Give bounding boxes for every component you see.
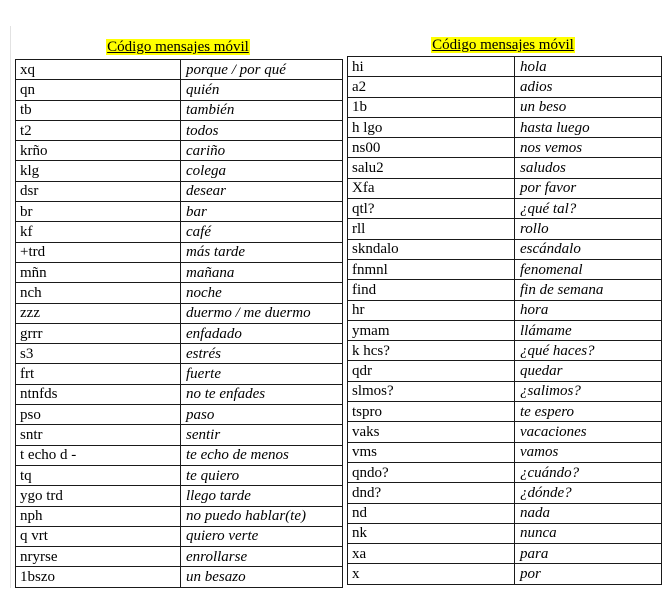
table-row: [348, 138, 662, 158]
table-row: [16, 100, 343, 120]
table-row: [348, 320, 662, 340]
abbreviation-cell: br: [16, 202, 181, 222]
abbreviation-cell: ns00: [348, 138, 515, 158]
abbreviation-cell: t2: [16, 120, 181, 140]
right-table-body: [348, 57, 662, 585]
left-title-wrapper: [11, 38, 345, 58]
abbreviation-cell: nch: [16, 283, 181, 303]
meaning-cell: vamos: [515, 442, 662, 462]
abbreviation-cell: nph: [16, 506, 181, 526]
abbreviation-cell: k hcs?: [348, 341, 515, 361]
meaning-cell: ¿salimos?: [515, 381, 662, 401]
abbreviation-cell: ntnfds: [16, 384, 181, 404]
meaning-cell: fenomenal: [515, 259, 662, 279]
meaning-cell: te espero: [515, 402, 662, 422]
abbreviation-cell: dsr: [16, 181, 181, 201]
abbreviation-cell: tspro: [348, 402, 515, 422]
table-row: [16, 465, 343, 485]
meaning-cell: colega: [181, 161, 343, 181]
table-row: [348, 117, 662, 137]
abbreviation-cell: find: [348, 280, 515, 300]
abbreviation-cell: a2: [348, 77, 515, 97]
abbreviation-cell: ygo trd: [16, 486, 181, 506]
abbreviation-cell: qtl?: [348, 199, 515, 219]
meaning-cell: un beso: [515, 97, 662, 117]
meaning-cell: paso: [181, 405, 343, 425]
table-row: [348, 158, 662, 178]
table-row: [16, 425, 343, 445]
abbreviation-cell: salu2: [348, 158, 515, 178]
table-row: [348, 544, 662, 564]
table-row: [348, 97, 662, 117]
table-row: [348, 77, 662, 97]
meaning-cell: enfadado: [181, 323, 343, 343]
meaning-cell: quiero verte: [181, 526, 343, 546]
abbreviation-cell: q vrt: [16, 526, 181, 546]
meaning-cell: quedar: [515, 361, 662, 381]
table-row: [16, 344, 343, 364]
abbreviation-cell: tq: [16, 465, 181, 485]
meaning-cell: ¿qué haces?: [515, 341, 662, 361]
right-document-page: [344, 26, 662, 588]
table-row: [348, 503, 662, 523]
meaning-cell: nos vemos: [515, 138, 662, 158]
meaning-cell: noche: [181, 283, 343, 303]
abbreviation-cell: dnd?: [348, 483, 515, 503]
meaning-cell: cariño: [181, 141, 343, 161]
table-row: [348, 300, 662, 320]
right-title-wrapper: [344, 36, 662, 56]
meaning-cell: adios: [515, 77, 662, 97]
meaning-cell: rollo: [515, 219, 662, 239]
abbreviation-cell: 1b: [348, 97, 515, 117]
table-row: [348, 199, 662, 219]
meaning-cell: hora: [515, 300, 662, 320]
meaning-cell: por favor: [515, 178, 662, 198]
table-row: [16, 364, 343, 384]
abbreviation-cell: nk: [348, 523, 515, 543]
meaning-cell: fin de semana: [515, 280, 662, 300]
abbreviation-cell: nd: [348, 503, 515, 523]
meaning-cell: llego tarde: [181, 486, 343, 506]
meaning-cell: hasta luego: [515, 117, 662, 137]
meaning-cell: duermo / me duermo: [181, 303, 343, 323]
table-row: [348, 483, 662, 503]
table-row: [16, 506, 343, 526]
meaning-cell: más tarde: [181, 242, 343, 262]
abbreviation-cell: xq: [16, 60, 181, 80]
abbreviation-cell: pso: [16, 405, 181, 425]
table-row: [16, 181, 343, 201]
left-code-table: [15, 59, 343, 588]
table-row: [16, 323, 343, 343]
left-table-title: Código mensajes móvil: [107, 39, 249, 55]
abbreviation-cell: fnmnl: [348, 259, 515, 279]
abbreviation-cell: kf: [16, 222, 181, 242]
abbreviation-cell: +trd: [16, 242, 181, 262]
meaning-cell: desear: [181, 181, 343, 201]
table-row: [16, 120, 343, 140]
table-row: [16, 283, 343, 303]
abbreviation-cell: rll: [348, 219, 515, 239]
table-row: [16, 161, 343, 181]
table-row: [16, 486, 343, 506]
abbreviation-cell: vms: [348, 442, 515, 462]
meaning-cell: mañana: [181, 262, 343, 282]
table-row: [16, 384, 343, 404]
abbreviation-cell: klg: [16, 161, 181, 181]
meaning-cell: ¿cuándo?: [515, 462, 662, 482]
abbreviation-cell: t echo d -: [16, 445, 181, 465]
meaning-cell: ¿dónde?: [515, 483, 662, 503]
abbreviation-cell: hi: [348, 57, 515, 77]
abbreviation-cell: slmos?: [348, 381, 515, 401]
table-row: [16, 567, 343, 587]
meaning-cell: saludos: [515, 158, 662, 178]
meaning-cell: no te enfades: [181, 384, 343, 404]
abbreviation-cell: qn: [16, 80, 181, 100]
table-row: [348, 523, 662, 543]
abbreviation-cell: frt: [16, 364, 181, 384]
table-row: [16, 445, 343, 465]
meaning-cell: un besazo: [181, 567, 343, 587]
abbreviation-cell: ymam: [348, 320, 515, 340]
table-row: [16, 141, 343, 161]
abbreviation-cell: nryrse: [16, 547, 181, 567]
table-row: [16, 547, 343, 567]
meaning-cell: todos: [181, 120, 343, 140]
abbreviation-cell: h lgo: [348, 117, 515, 137]
meaning-cell: también: [181, 100, 343, 120]
meaning-cell: ¿qué tal?: [515, 199, 662, 219]
table-row: [348, 381, 662, 401]
table-row: [348, 280, 662, 300]
meaning-cell: porque / por qué: [181, 60, 343, 80]
abbreviation-cell: hr: [348, 300, 515, 320]
table-row: [348, 239, 662, 259]
meaning-cell: nada: [515, 503, 662, 523]
meaning-cell: nunca: [515, 523, 662, 543]
table-row: [16, 405, 343, 425]
meaning-cell: te quiero: [181, 465, 343, 485]
abbreviation-cell: tb: [16, 100, 181, 120]
table-row: [348, 422, 662, 442]
abbreviation-cell: sntr: [16, 425, 181, 445]
table-row: [348, 564, 662, 584]
left-document-page: [10, 26, 345, 588]
table-row: [16, 202, 343, 222]
table-row: [16, 242, 343, 262]
meaning-cell: café: [181, 222, 343, 242]
meaning-cell: no puedo hablar(te): [181, 506, 343, 526]
meaning-cell: por: [515, 564, 662, 584]
meaning-cell: hola: [515, 57, 662, 77]
abbreviation-cell: x: [348, 564, 515, 584]
abbreviation-cell: zzz: [16, 303, 181, 323]
abbreviation-cell: 1bszo: [16, 567, 181, 587]
abbreviation-cell: xa: [348, 544, 515, 564]
table-row: [348, 57, 662, 77]
right-code-table: [347, 56, 662, 585]
meaning-cell: te echo de menos: [181, 445, 343, 465]
right-table-title: Código mensajes móvil: [432, 37, 574, 53]
table-row: [16, 80, 343, 100]
meaning-cell: sentir: [181, 425, 343, 445]
abbreviation-cell: mñn: [16, 262, 181, 282]
meaning-cell: llámame: [515, 320, 662, 340]
table-row: [348, 462, 662, 482]
table-row: [348, 442, 662, 462]
abbreviation-cell: krño: [16, 141, 181, 161]
meaning-cell: bar: [181, 202, 343, 222]
table-row: [348, 361, 662, 381]
abbreviation-cell: qdr: [348, 361, 515, 381]
abbreviation-cell: Xfa: [348, 178, 515, 198]
meaning-cell: fuerte: [181, 364, 343, 384]
table-row: [348, 178, 662, 198]
abbreviation-cell: vaks: [348, 422, 515, 442]
abbreviation-cell: grrr: [16, 323, 181, 343]
table-row: [348, 259, 662, 279]
meaning-cell: para: [515, 544, 662, 564]
abbreviation-cell: skndalo: [348, 239, 515, 259]
table-row: [348, 402, 662, 422]
table-row: [16, 303, 343, 323]
table-row: [16, 222, 343, 242]
meaning-cell: vacaciones: [515, 422, 662, 442]
meaning-cell: estrés: [181, 344, 343, 364]
table-row: [16, 60, 343, 80]
meaning-cell: escándalo: [515, 239, 662, 259]
abbreviation-cell: qndo?: [348, 462, 515, 482]
meaning-cell: quién: [181, 80, 343, 100]
table-row: [16, 526, 343, 546]
table-row: [16, 262, 343, 282]
abbreviation-cell: s3: [16, 344, 181, 364]
left-table-body: [16, 60, 343, 588]
meaning-cell: enrollarse: [181, 547, 343, 567]
table-row: [348, 219, 662, 239]
table-row: [348, 341, 662, 361]
